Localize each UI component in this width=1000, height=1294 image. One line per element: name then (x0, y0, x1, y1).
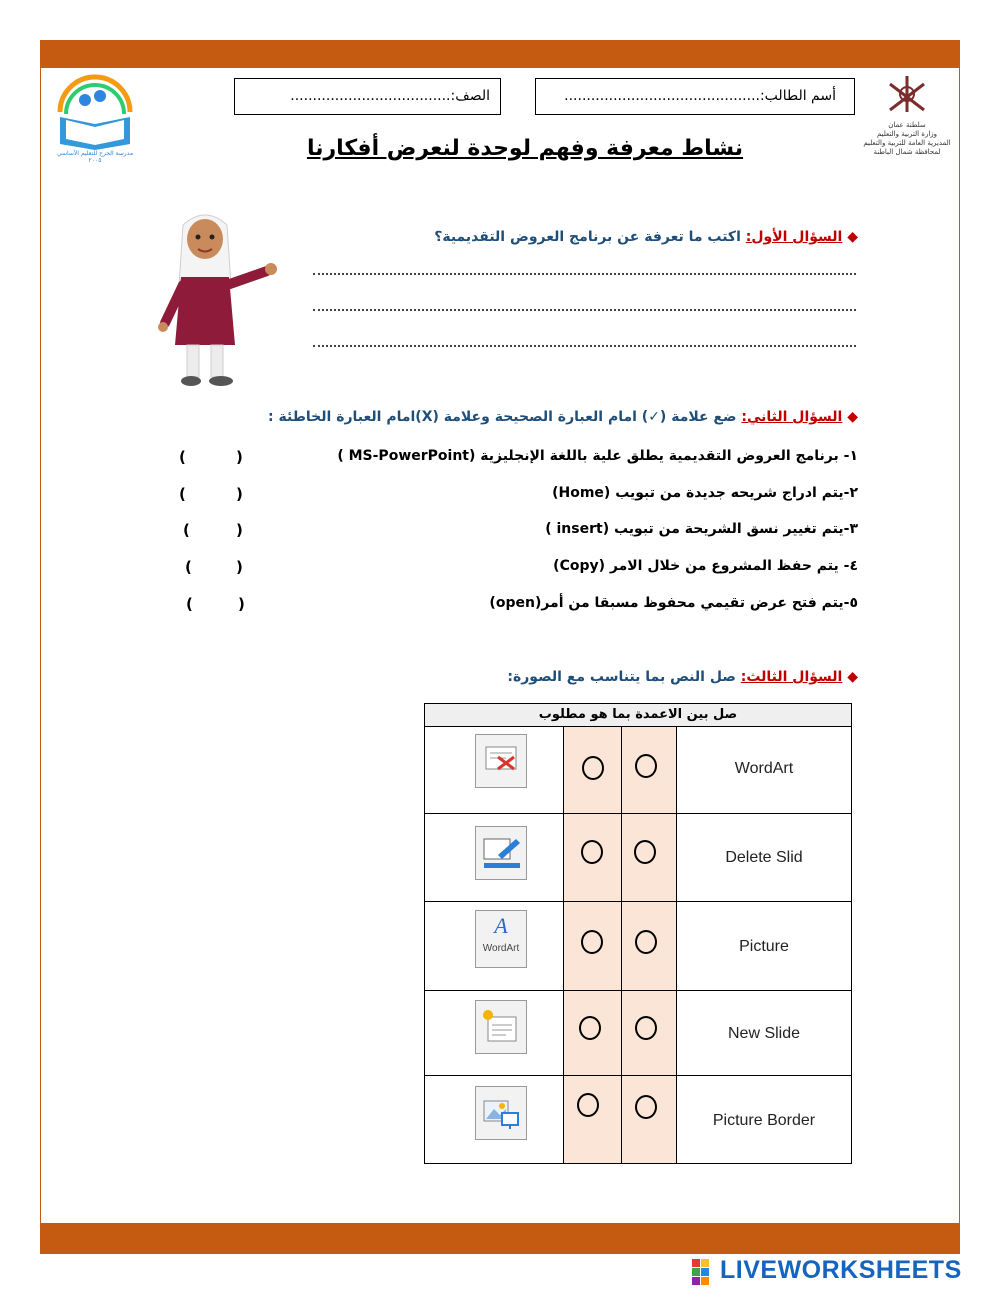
liveworksheets-wordmark: LIVEWORKSHEETS (720, 1256, 962, 1284)
question2 (268, 409, 858, 425)
match-label-wordart: WordArt (734, 760, 794, 777)
page-title: نشاط معرفة وفهم لوحدة لنعرض أفكارنا (306, 136, 744, 161)
column-divider (621, 727, 622, 1163)
question1-heading: السؤال الأول: (745, 229, 843, 245)
row-divider (425, 990, 851, 991)
top-band (41, 41, 959, 68)
wordart-a-glyph: A (494, 913, 508, 938)
match-label-picture: Picture (739, 938, 789, 955)
liveworksheets-logo-icon (692, 1259, 718, 1285)
answer-line-1[interactable] (313, 273, 856, 275)
statement-4: ٤- يتم حفظ المشروع من خلال الامر (Copy) (553, 558, 858, 574)
school-logo (50, 72, 140, 162)
match-dot-left[interactable] (579, 1016, 601, 1040)
student-name-label: أسم الطالب:............................................ (564, 88, 836, 104)
question1 (434, 229, 858, 245)
ministry-text: سلطنة عمان وزارة التربية والتعليم المديرية العامة للتربية والتعليم لمحافظة شمال الباطنة (863, 121, 951, 156)
picture-border-icon[interactable] (475, 826, 527, 880)
row-divider (425, 813, 851, 814)
picture-icon[interactable] (475, 1086, 527, 1140)
match-dot-left[interactable] (577, 1093, 599, 1117)
statement-1: ١- برنامج العروض التقديمية يطلق علية باللغة الإنجليزية (MS-PowerPoint ) (337, 448, 858, 464)
bullet-icon: ◆ (847, 669, 858, 685)
match-dot-left[interactable] (581, 930, 603, 954)
student-name-box[interactable] (535, 78, 855, 115)
match-dot-right[interactable] (635, 1016, 657, 1040)
matching-table (424, 703, 852, 1164)
ministry-emblem (862, 72, 952, 167)
question2-heading: السؤال الثاني: (741, 409, 843, 425)
row-divider (425, 1075, 851, 1076)
school-logo-text: مدرسة الجرح للتعليم الأساسي ٢٠٠٥ (56, 150, 134, 164)
wordart-icon-label: WordArt (482, 943, 520, 954)
match-dot-left[interactable] (581, 840, 603, 864)
class-label: الصف:.................................... (290, 88, 490, 104)
statement-2: ٢-يتم ادراج شريحه جديدة من تبويب (Home) (552, 485, 858, 501)
statement-5: ٥-يتم فتح عرض تقيمي محفوظ مسبقا من أمر(open) (489, 595, 858, 611)
row-divider (425, 901, 851, 902)
match-dot-right[interactable] (635, 1095, 657, 1119)
table-header: صل بين الاعمدة بما هو مطلوب (425, 704, 851, 727)
bottom-band (41, 1223, 959, 1253)
column-divider (563, 727, 564, 1163)
match-label-delete-slid: Delete Slid (725, 849, 803, 866)
statement-3: ٣-يتم تغيير نسق الشريحة من تبويب (insert ) (545, 521, 858, 537)
match-dot-right[interactable] (635, 930, 657, 954)
match-dot-right[interactable] (634, 840, 656, 864)
question3-heading: السؤال الثالث: (740, 669, 843, 685)
question1-text: اكتب ما تعرفة عن برنامج العروض التقديمية؟ (434, 229, 741, 245)
delete-slide-icon[interactable] (475, 734, 527, 788)
match-dot-right[interactable] (635, 754, 657, 778)
wordart-icon[interactable] (475, 910, 527, 968)
answer-line-3[interactable] (313, 345, 856, 347)
match-label-picture-border: Picture Border (712, 1112, 816, 1129)
match-dot-left[interactable] (582, 756, 604, 780)
class-box[interactable] (234, 78, 501, 115)
question2-text: ضع علامة (✓) امام العبارة الصحيحة وعلامة (X)امام العبارة الخاطئة : (268, 409, 737, 425)
question3 (507, 669, 858, 685)
bullet-icon: ◆ (847, 229, 858, 245)
answer-line-2[interactable] (313, 309, 856, 311)
bullet-icon: ◆ (847, 409, 858, 425)
student-illustration (155, 205, 280, 390)
match-label-new-slide: New Slide (727, 1025, 801, 1042)
new-slide-icon[interactable] (475, 1000, 527, 1054)
question3-text: صل النص بما يتناسب مع الصورة: (507, 669, 736, 685)
